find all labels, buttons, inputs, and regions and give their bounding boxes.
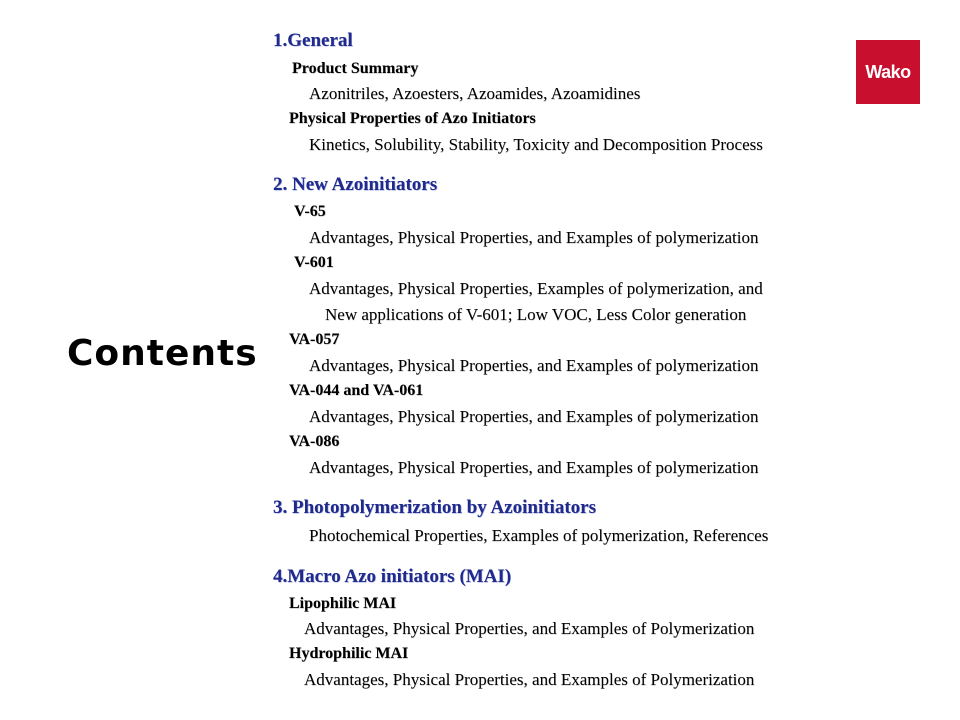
- section-heading-photopolymerization: 3. Photopolymerization by Azoinitiators: [273, 497, 596, 518]
- subheading-lipophilic-mai: Lipophilic MAI: [289, 595, 397, 612]
- detail-v601-line2: New applications of V-601; Low VOC, Less Color generation: [325, 305, 747, 324]
- detail-va044-va061: Advantages, Physical Properties, and Examples of polymerization: [309, 407, 759, 426]
- subheading-va044-va061: VA-044 and VA-061: [289, 382, 424, 399]
- detail-va086: Advantages, Physical Properties, and Examples of polymerization: [309, 458, 759, 477]
- detail-hydrophilic-mai: Advantages, Physical Properties, and Examples of Polymerization: [304, 670, 755, 689]
- detail-va057: Advantages, Physical Properties, and Examples of polymerization: [309, 356, 759, 375]
- detail-v65: Advantages, Physical Properties, and Examples of polymerization: [309, 228, 759, 247]
- detail-product-summary: Azonitriles, Azoesters, Azoamides, Azoamidines: [309, 84, 641, 103]
- section-heading-new-azoinitiators: 2. New Azoinitiators: [273, 174, 438, 195]
- subheading-v65: V-65: [294, 203, 326, 220]
- subheading-hydrophilic-mai: Hydrophilic MAI: [289, 645, 409, 662]
- subheading-v601: V-601: [294, 254, 334, 271]
- detail-physical-properties: Kinetics, Solubility, Stability, Toxicity and Decomposition Process: [309, 135, 763, 154]
- section-heading-general: 1.General: [273, 30, 353, 51]
- subheading-physical-properties: Physical Properties of Azo Initiators: [289, 110, 536, 127]
- detail-photopolymerization: Photochemical Properties, Examples of polymerization, References: [309, 526, 769, 545]
- section-heading-macro-azo: 4.Macro Azo initiators (MAI): [273, 566, 512, 587]
- slide-title: Contents: [67, 333, 258, 374]
- subheading-va057: VA-057: [289, 331, 340, 348]
- detail-v601-line1: Advantages, Physical Properties, Examples of polymerization, and: [309, 279, 763, 298]
- wako-logo: Wako: [856, 40, 920, 104]
- subheading-va086: VA-086: [289, 433, 340, 450]
- detail-lipophilic-mai: Advantages, Physical Properties, and Examples of Polymerization: [304, 619, 755, 638]
- subheading-product-summary: Product Summary: [292, 60, 419, 77]
